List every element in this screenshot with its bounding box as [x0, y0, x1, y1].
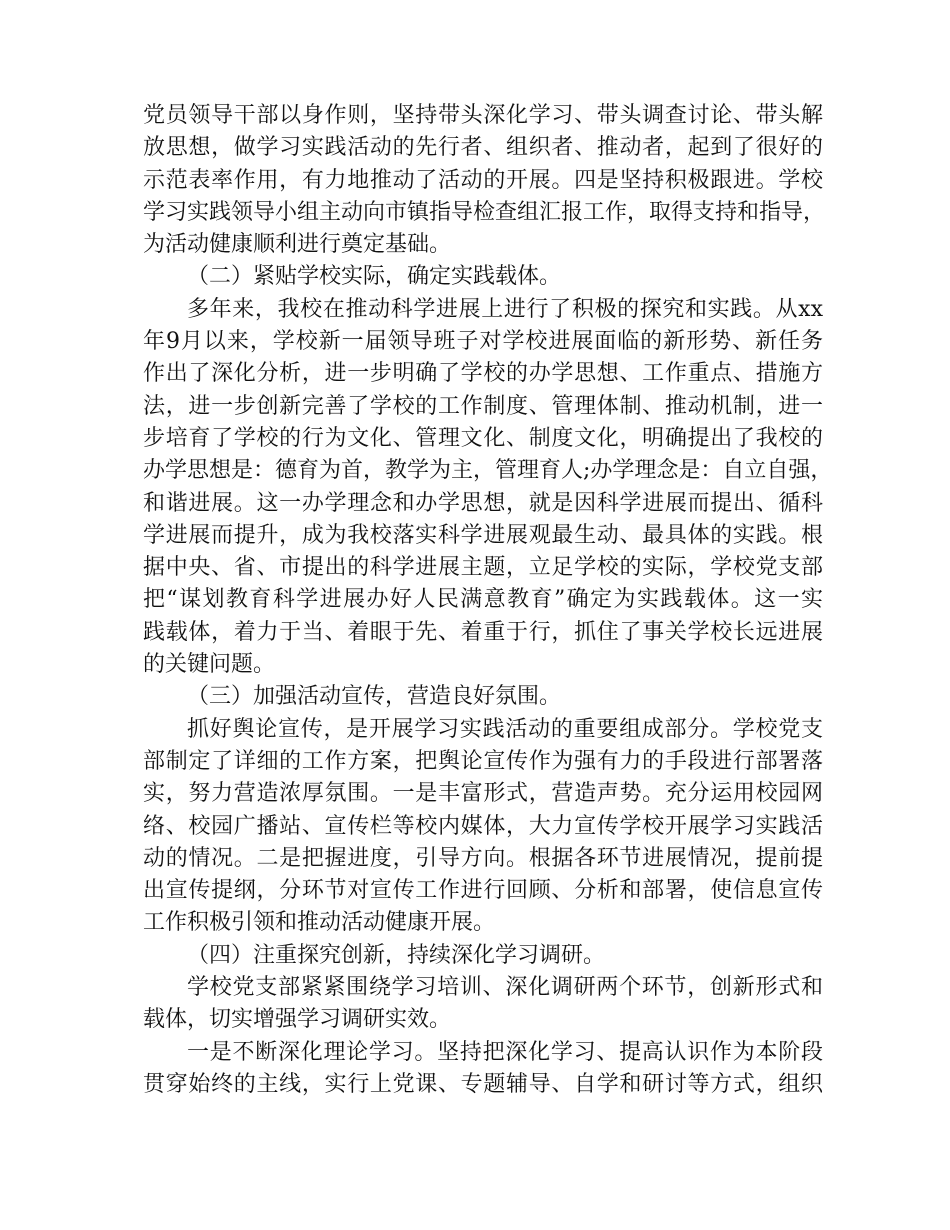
- text-line: 法，进一步创新完善了学校的工作制度、管理体制、推动机制，进一: [143, 393, 823, 419]
- text-line: 出宣传提纲，分环节对宣传工作进行回顾、分析和部署，使信息宣传: [143, 878, 823, 904]
- text-line: 贯穿始终的主线，实行上党课、专题辅导、自学和研讨等方式，组织: [143, 1071, 823, 1097]
- text-line: 践载体，着力于当、着眼于先、着重于行，抓住了事关学校长远进展: [143, 619, 823, 645]
- text-line: 示范表率作用，有力地推动了活动的开展。四是坚持积极跟进。学校: [143, 167, 823, 193]
- text-line: 作出了深化分析，进一步明确了学校的办学思想、工作重点、措施方: [143, 361, 823, 387]
- text-line: 办学思想是：德育为首，教学为主，管理育人;办学理念是：自立自强，: [143, 458, 833, 484]
- paragraph-first-line: 多年来，我校在推动科学进展上进行了积极的探究和实践。从xx: [187, 296, 823, 322]
- paragraph-first-line: 抓好舆论宣传，是开展学习实践活动的重要组成部分。学校党支: [187, 716, 823, 742]
- text-line: 和谐进展。这一办学理念和办学思想，就是因科学进展而提出、循科: [143, 490, 823, 516]
- text-line: 工作积极引领和推动活动健康开展。: [143, 910, 496, 936]
- text-line: 学进展而提升，成为我校落实科学进展观最生动、最具体的实践。根: [143, 522, 823, 548]
- text-line: 动的情况。二是把握进度，引导方向。根据各环节进展情况，提前提: [143, 845, 823, 871]
- text-line: 步培育了学校的行为文化、管理文化、制度文化，明确提出了我校的: [143, 425, 823, 451]
- text-line: 实，努力营造浓厚氛围。一是丰富形式，营造声势。充分运用校园网: [143, 781, 823, 807]
- section-heading: （三）加强活动宣传，营造良好氛围。: [187, 684, 562, 710]
- section-heading: （四）注重探究创新，持续深化学习调研。: [187, 942, 606, 968]
- text-line: 党员领导干部以身作则，坚持带头深化学习、带头调查讨论、带头解: [143, 103, 823, 128]
- text-line: 放思想，做学习实践活动的先行者、组织者、推动者，起到了很好的: [143, 135, 823, 161]
- text-line: 络、校园广播站、宣传栏等校内媒体，大力宣传学校开展学习实践活: [143, 813, 823, 839]
- section-heading: （二）紧贴学校实际，确定实践载体。: [187, 264, 562, 290]
- paragraph-first-line: 学校党支部紧紧围绕学习培训、深化调研两个环节，创新形式和: [187, 975, 823, 1001]
- text-line: 为活动健康顺利进行奠定基础。: [143, 232, 452, 258]
- text-line: 载体，切实增强学习调研实效。: [143, 1007, 452, 1033]
- document-page: [143, 100, 833, 1101]
- text-line: 学习实践领导小组主动向市镇指导检查组汇报工作，取得支持和指导，: [143, 199, 826, 225]
- paragraph-first-line: 一是不断深化理论学习。坚持把深化学习、提高认识作为本阶段: [187, 1039, 823, 1065]
- text-line: 的关键问题。: [143, 652, 276, 678]
- text-line: 年9月以来，学校新一届领导班子对学校进展面临的新形势、新任务: [143, 329, 823, 355]
- text-line: 据中央、省、市提出的科学进展主题，立足学校的实际，学校党支部: [143, 555, 823, 581]
- text-line: 部制定了详细的工作方案，把舆论宣传作为强有力的手段进行部署落: [143, 748, 823, 774]
- text-line: 把“谋划教育科学进展办好人民满意教育”确定为实践载体。这一实: [143, 587, 823, 613]
